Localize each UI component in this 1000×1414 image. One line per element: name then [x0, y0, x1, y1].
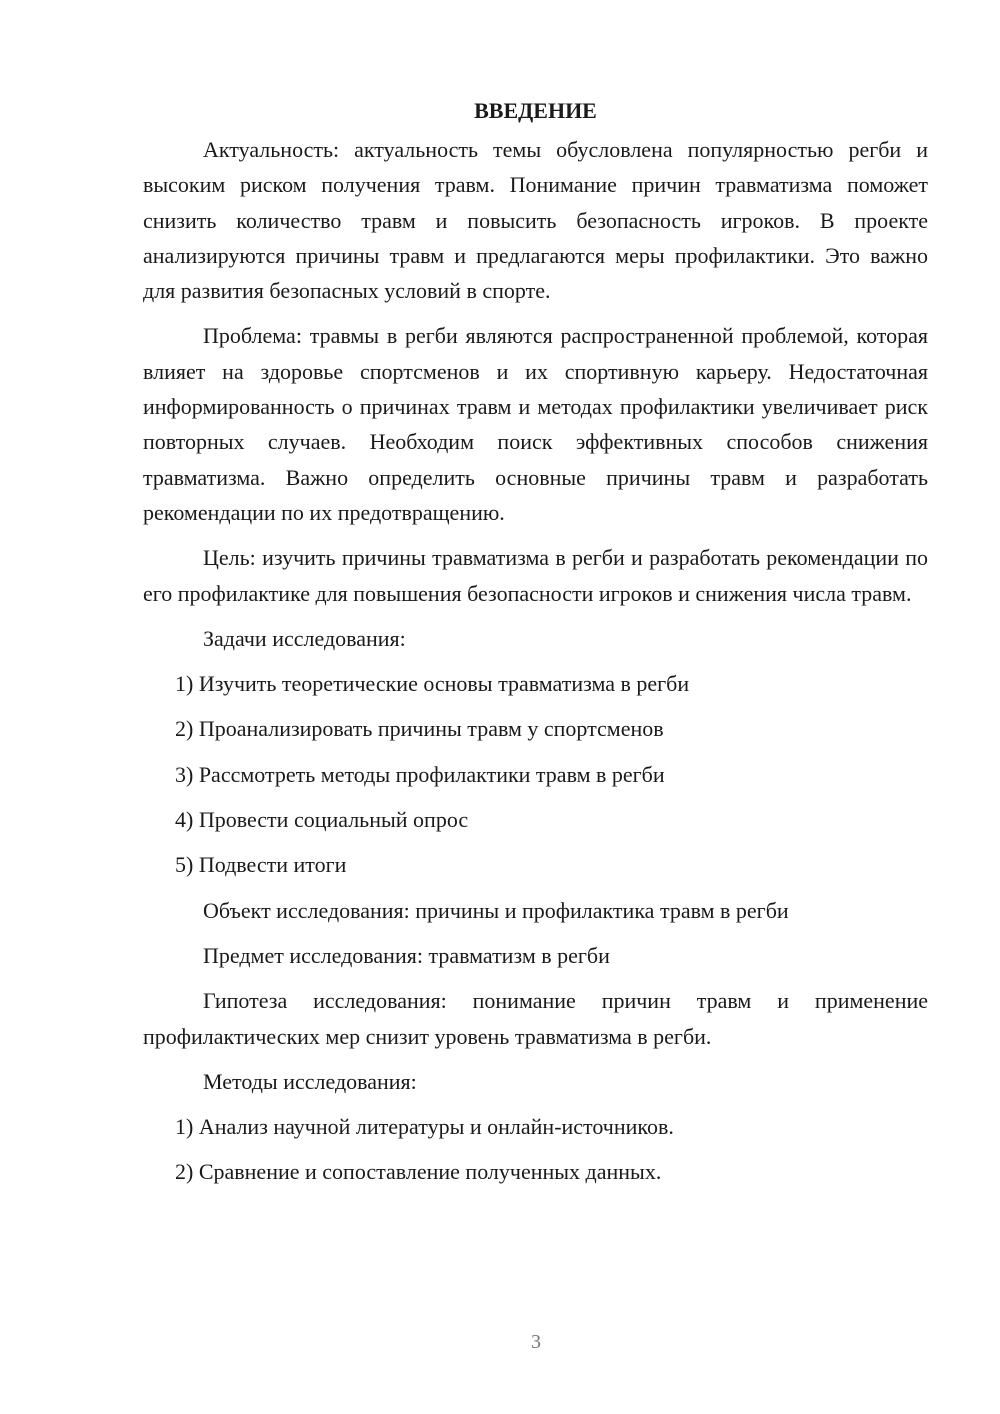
task-item: 3) Рассмотреть методы профилактики травм в регби: [175, 761, 665, 787]
page-number: 3: [531, 1331, 541, 1353]
tasks-heading: Задачи исследования:: [203, 625, 406, 651]
research-object: Объект исследования: причины и профилактика травм в регби: [203, 897, 789, 923]
task-item: 1) Изучить теоретические основы травматизма в регби: [175, 671, 690, 697]
problem-paragraph: Проблема: травмы в регби являются распространенной проблемой, которая влияет на здоровье спортсменов и их спортивную карьеру. Недостаточная информированность о причинах травм и методах профилактики увеличивает риск повторных случаев. Необходим поиск эффективных способов снижения травматизма. Важно определить основные причины травм и разработать рекомендации по их предотвращению.: [143, 323, 928, 525]
method-item: 2) Сравнение и сопоставление полученных данных.: [175, 1159, 662, 1185]
research-subject: Предмет исследования: травматизм в регби: [203, 942, 610, 968]
task-item: 4) Провести социальный опрос: [175, 807, 469, 833]
task-item: 2) Проанализировать причины травм у спортсменов: [175, 716, 664, 742]
goal-paragraph: Цель: изучить причины травматизма в регби и разработать рекомендации по его профилактике для повышения безопасности игроков и снижения числа травм.: [143, 545, 928, 606]
hypothesis-paragraph: Гипотеза исследования: понимание причин травм и применение профилактических мер снизит уровень травматизма в регби.: [143, 988, 928, 1049]
task-item: 5) Подвести итоги: [175, 852, 347, 878]
relevance-paragraph: Актуальность: актуальность темы обусловлена популярностью регби и высоким риском получения травм. Понимание причин травматизма поможет снизить количество травм и повысить безопасность игроков. В проекте анализируются причины травм и предлагаются меры профилактики. Это важно для развития безопасных условий в спорте.: [143, 137, 928, 304]
page-title: ВВЕДЕНИЕ: [474, 98, 597, 123]
methods-heading: Методы исследования:: [203, 1068, 417, 1094]
method-item: 1) Анализ научной литературы и онлайн-источников.: [175, 1114, 674, 1140]
